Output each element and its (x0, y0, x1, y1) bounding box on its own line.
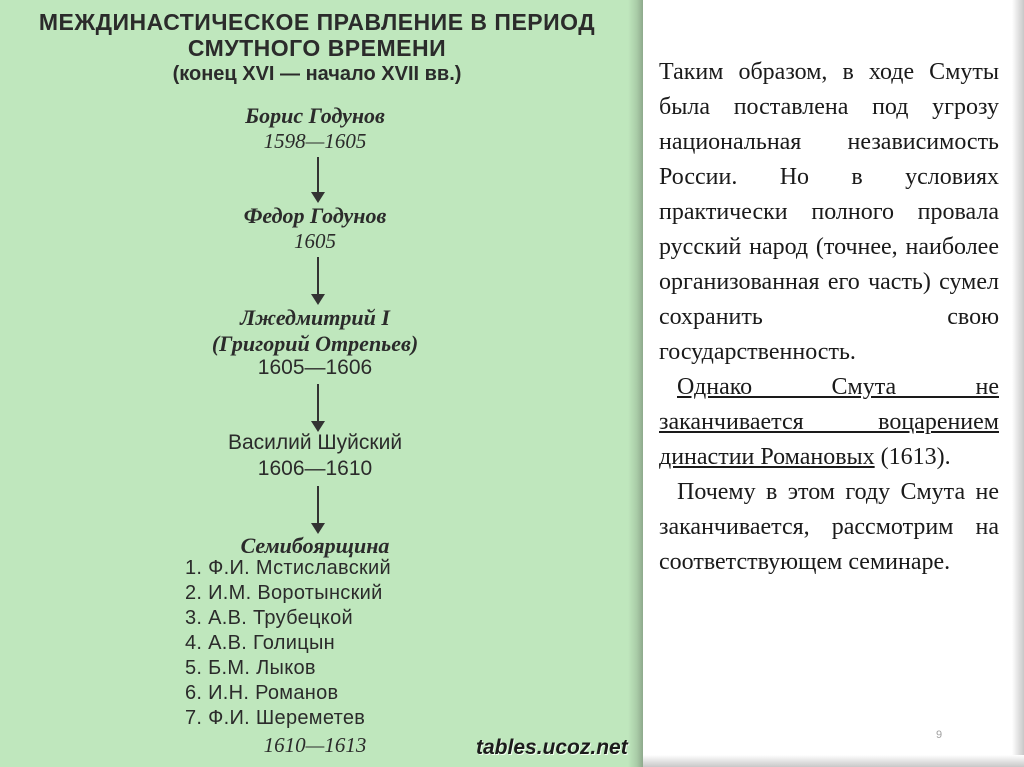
table-title-line-1: МЕЖДИНАСТИЧЕСКОЕ ПРАВЛЕНИЕ В ПЕРИОД (38, 9, 596, 35)
ruler-years-boris: 1598—1605 (263, 129, 367, 153)
arrow-line (317, 257, 319, 295)
watermark: tables.ucoz.net (476, 736, 628, 759)
ruler-alt-name-otrepyev: (Григорий Отрепьев) (211, 331, 419, 356)
ruler-name-boris: Борис Годунов (245, 103, 385, 128)
ruler-years-seven-boyars: 1610—1613 (263, 733, 367, 757)
boyar-list-item: 5. Б.М. Лыков (185, 657, 316, 679)
ruler-years-shuisky: 1606—1610 (257, 457, 373, 480)
boyar-list-item: 7. Ф.И. Шереметев (185, 707, 366, 729)
paragraph-1: Таким образом, в ходе Смуты была поставлена под угрозу национальная независимость России. Но в условиях практически полного провала русский народ (точнее, наиболее организованная его часть) сумел сохранить свою государственность. (659, 59, 999, 365)
boyar-list-item: 4. А.В. Голицын (185, 632, 335, 654)
arrow-head (311, 192, 325, 203)
ruler-years-fedor: 1605 (294, 229, 336, 253)
table-title-line-2: СМУТНОГО ВРЕМЕНИ (187, 35, 447, 61)
arrow-head (311, 294, 325, 305)
paragraph-2-tail: (1613). (874, 444, 951, 470)
paragraph-3: Почему в этом году Смута не заканчивается, рассмотрим на соответствующем семинаре. (659, 479, 999, 575)
slide-text-body (659, 55, 999, 580)
ruler-name-false-dmitry: Лжедмитрий I (240, 305, 390, 330)
boyar-list-item: 2. И.М. Воротынский (185, 582, 383, 604)
table-subtitle: (конец XVI — начало XVII вв.) (172, 63, 462, 85)
ruler-name-seven-boyars: Семибоярщина (240, 533, 390, 558)
boyar-list-item: 6. И.Н. Романов (185, 682, 339, 704)
ruler-years-false-dmitry: 1605—1606 (257, 356, 373, 379)
boyar-list-item: 1. Ф.И. Мстиславский (185, 557, 391, 579)
arrow-line (317, 384, 319, 422)
ruler-name-fedor: Федор Годунов (243, 203, 387, 228)
arrow-line (317, 486, 319, 524)
paragraph-2 (659, 370, 999, 475)
arrow-line (317, 157, 319, 193)
paragraph-2-underlined: Однако Смута не заканчивается воцарением династии Романовых (659, 374, 999, 470)
scan-edge (628, 0, 643, 767)
slide-shadow-right (1012, 0, 1024, 767)
ruler-name-shuisky: Василий Шуйский (227, 431, 403, 454)
boyar-list-item: 3. А.В. Трубецкой (185, 607, 353, 629)
page-number: 9 (936, 729, 943, 741)
